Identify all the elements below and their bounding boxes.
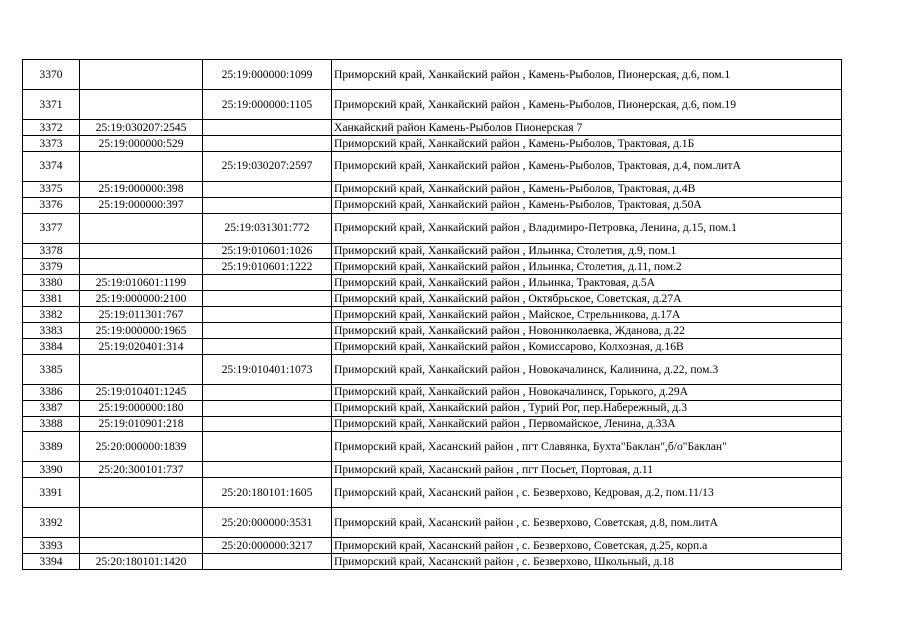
premises-cadastral-number-cell	[203, 291, 332, 307]
premises-cadastral-number-cell	[203, 307, 332, 323]
premises-cadastral-number-cell	[203, 338, 332, 354]
premises-cadastral-number-cell	[203, 275, 332, 291]
address-cell: Приморский край, Хасанский район , пгт Славянка, Бухта"Баклан",б/о"Баклан"	[332, 432, 842, 462]
table-row	[23, 151, 842, 181]
row-number-cell: 3379	[23, 259, 80, 275]
land-cadastral-number-cell: 25:19:000000:1965	[80, 323, 203, 339]
row-number-cell: 3381	[23, 291, 80, 307]
land-cadastral-number-cell: 25:19:000000:398	[80, 181, 203, 197]
address-cell: Ханкайский район Камень-Рыболов Пионерская 7	[332, 120, 842, 136]
land-cadastral-number-cell: 25:19:000000:529	[80, 135, 203, 151]
table-row	[23, 462, 842, 478]
table-row	[23, 323, 842, 339]
row-number-cell: 3393	[23, 538, 80, 554]
address-cell: Приморский край, Ханкайский район , Ильинка, Трактовая, д.5А	[332, 275, 842, 291]
address-cell: Приморский край, Ханкайский район , Камень-Рыболов, Трактовая, д.1Б	[332, 135, 842, 151]
address-cell: Приморский край, Ханкайский район , Ильинка, Столетия, д.9, пом.1	[332, 243, 842, 259]
table-row	[23, 307, 842, 323]
premises-cadastral-number-cell	[203, 384, 332, 400]
row-number-cell: 3371	[23, 90, 80, 120]
address-cell: Приморский край, Хасанский район , с. Безверхово, Советская, д.8, пом.литА	[332, 508, 842, 538]
land-cadastral-number-cell: 25:20:000000:1839	[80, 432, 203, 462]
land-cadastral-number-cell: 25:19:030207:2545	[80, 120, 203, 136]
row-number-cell: 3385	[23, 354, 80, 384]
land-cadastral-number-cell	[80, 151, 203, 181]
row-number-cell: 3372	[23, 120, 80, 136]
table-row	[23, 338, 842, 354]
premises-cadastral-number-cell: 25:19:010601:1222	[203, 259, 332, 275]
address-cell: Приморский край, Хасанский район , с. Безверхово, Советская, д.25, корп.а	[332, 538, 842, 554]
table-row	[23, 354, 842, 384]
row-number-cell: 3390	[23, 462, 80, 478]
premises-cadastral-number-cell	[203, 400, 332, 416]
premises-cadastral-number-cell: 25:19:010401:1073	[203, 354, 332, 384]
table-row	[23, 197, 842, 213]
address-cell: Приморский край, Ханкайский район , Камень-Рыболов, Трактовая, д.4В	[332, 181, 842, 197]
land-cadastral-number-cell	[80, 478, 203, 508]
property-table	[22, 59, 842, 570]
address-cell: Приморский край, Хасанский район , с. Безверхово, Кедровая, д.2, пом.11/13	[332, 478, 842, 508]
row-number-cell: 3382	[23, 307, 80, 323]
table-row	[23, 213, 842, 243]
row-number-cell: 3387	[23, 400, 80, 416]
table-row	[23, 508, 842, 538]
address-cell: Приморский край, Ханкайский район , Камень-Рыболов, Трактовая, д.50А	[332, 197, 842, 213]
premises-cadastral-number-cell: 25:19:000000:1105	[203, 90, 332, 120]
row-number-cell: 3375	[23, 181, 80, 197]
address-cell: Приморский край, Ханкайский район , Майское, Стрельникова, д.17А	[332, 307, 842, 323]
table-row	[23, 538, 842, 554]
land-cadastral-number-cell: 25:19:000000:180	[80, 400, 203, 416]
land-cadastral-number-cell: 25:19:010901:218	[80, 416, 203, 432]
land-cadastral-number-cell: 25:19:010401:1245	[80, 384, 203, 400]
row-number-cell: 3386	[23, 384, 80, 400]
address-cell: Приморский край, Ханкайский район , Первомайское, Ленина, д.33А	[332, 416, 842, 432]
row-number-cell: 3373	[23, 135, 80, 151]
land-cadastral-number-cell: 25:19:000000:397	[80, 197, 203, 213]
address-cell: Приморский край, Ханкайский район , Новониколаевка, Жданова, д.22	[332, 323, 842, 339]
table-row	[23, 259, 842, 275]
premises-cadastral-number-cell	[203, 462, 332, 478]
premises-cadastral-number-cell	[203, 120, 332, 136]
row-number-cell: 3374	[23, 151, 80, 181]
row-number-cell: 3376	[23, 197, 80, 213]
address-cell: Приморский край, Ханкайский район , Октябрьское, Советская, д.27А	[332, 291, 842, 307]
row-number-cell: 3383	[23, 323, 80, 339]
table-row	[23, 90, 842, 120]
table-row	[23, 243, 842, 259]
premises-cadastral-number-cell	[203, 432, 332, 462]
land-cadastral-number-cell: 25:20:300101:737	[80, 462, 203, 478]
table-row	[23, 275, 842, 291]
row-number-cell: 3392	[23, 508, 80, 538]
table-row	[23, 478, 842, 508]
land-cadastral-number-cell	[80, 259, 203, 275]
premises-cadastral-number-cell	[203, 323, 332, 339]
address-cell: Приморский край, Ханкайский район , Камень-Рыболов, Пионерская, д.6, пом.1	[332, 60, 842, 90]
premises-cadastral-number-cell	[203, 416, 332, 432]
premises-cadastral-number-cell: 25:20:000000:3217	[203, 538, 332, 554]
table-row	[23, 400, 842, 416]
premises-cadastral-number-cell: 25:19:010601:1026	[203, 243, 332, 259]
land-cadastral-number-cell	[80, 243, 203, 259]
land-cadastral-number-cell	[80, 538, 203, 554]
address-cell: Приморский край, Ханкайский район , Камень-Рыболов, Трактовая, д.4, пом.литА	[332, 151, 842, 181]
table-row	[23, 181, 842, 197]
table-row	[23, 135, 842, 151]
land-cadastral-number-cell	[80, 508, 203, 538]
table-row	[23, 291, 842, 307]
table-row	[23, 432, 842, 462]
row-number-cell: 3377	[23, 213, 80, 243]
premises-cadastral-number-cell: 25:20:180101:1605	[203, 478, 332, 508]
premises-cadastral-number-cell: 25:20:000000:3531	[203, 508, 332, 538]
premises-cadastral-number-cell: 25:19:031301:772	[203, 213, 332, 243]
table-row	[23, 416, 842, 432]
land-cadastral-number-cell	[80, 90, 203, 120]
address-cell: Приморский край, Ханкайский район , Ильинка, Столетия, д.11, пом.2	[332, 259, 842, 275]
premises-cadastral-number-cell	[203, 197, 332, 213]
premises-cadastral-number-cell	[203, 181, 332, 197]
premises-cadastral-number-cell	[203, 554, 332, 570]
land-cadastral-number-cell: 25:19:020401:314	[80, 338, 203, 354]
land-cadastral-number-cell	[80, 354, 203, 384]
address-cell: Приморский край, Хасанский район , пгт Посьет, Портовая, д.11	[332, 462, 842, 478]
address-cell: Приморский край, Ханкайский район , Новокачалинск, Горького, д.29А	[332, 384, 842, 400]
row-number-cell: 3394	[23, 554, 80, 570]
premises-cadastral-number-cell: 25:19:000000:1099	[203, 60, 332, 90]
land-cadastral-number-cell: 25:19:010601:1199	[80, 275, 203, 291]
premises-cadastral-number-cell	[203, 135, 332, 151]
row-number-cell: 3380	[23, 275, 80, 291]
land-cadastral-number-cell	[80, 60, 203, 90]
row-number-cell: 3378	[23, 243, 80, 259]
table-row	[23, 120, 842, 136]
row-number-cell: 3370	[23, 60, 80, 90]
address-cell: Приморский край, Хасанский район , с. Безверхово, Школьный, д.18	[332, 554, 842, 570]
row-number-cell: 3391	[23, 478, 80, 508]
row-number-cell: 3389	[23, 432, 80, 462]
row-number-cell: 3388	[23, 416, 80, 432]
address-cell: Приморский край, Ханкайский район , Камень-Рыболов, Пионерская, д.6, пом.19	[332, 90, 842, 120]
table-row	[23, 384, 842, 400]
table-row	[23, 554, 842, 570]
address-cell: Приморский край, Ханкайский район , Турий Рог, пер.Набережный, д.3	[332, 400, 842, 416]
premises-cadastral-number-cell: 25:19:030207:2597	[203, 151, 332, 181]
address-cell: Приморский край, Ханкайский район , Комиссарово, Колхозная, д.16В	[332, 338, 842, 354]
address-cell: Приморский край, Ханкайский район , Владимиро-Петровка, Ленина, д.15, пом.1	[332, 213, 842, 243]
land-cadastral-number-cell: 25:20:180101:1420	[80, 554, 203, 570]
row-number-cell: 3384	[23, 338, 80, 354]
table-row	[23, 60, 842, 90]
table-body	[23, 60, 842, 570]
land-cadastral-number-cell	[80, 213, 203, 243]
land-cadastral-number-cell: 25:19:011301:767	[80, 307, 203, 323]
address-cell: Приморский край, Ханкайский район , Новокачалинск, Калинина, д.22, пом.3	[332, 354, 842, 384]
land-cadastral-number-cell: 25:19:000000:2100	[80, 291, 203, 307]
